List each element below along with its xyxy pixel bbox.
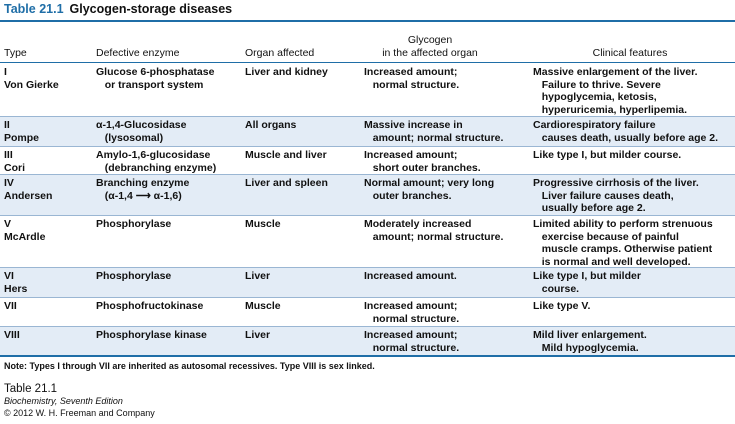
row-separator (0, 297, 735, 298)
cell-type: VII (4, 300, 17, 312)
cell-enzyme: Phosphorylase (96, 218, 172, 230)
cell-glycogen: Increased amount; short outer branches. (364, 149, 481, 174)
table-row (0, 174, 735, 215)
cell-organ: Liver and spleen (245, 177, 328, 189)
row-separator (0, 267, 735, 268)
row-separator (0, 116, 735, 117)
cell-glycogen: Normal amount; very long outer branches. (364, 177, 495, 202)
cell-organ: Liver (245, 270, 271, 282)
cell-organ: All organs (245, 119, 297, 131)
table-row (0, 146, 735, 174)
cell-clinical: Cardiorespiratory failure causes death, usually before age 2. (533, 119, 718, 144)
cell-enzyme: Amylo-1,6-glucosidase (debranching enzyme) (96, 149, 217, 174)
header-glycogen: Glycogen in the affected organ (382, 34, 478, 59)
table-row (0, 326, 735, 355)
cell-organ: Muscle and liver (245, 149, 327, 161)
footer (4, 383, 155, 419)
footer-copyright: © 2012 W. H. Freeman and Company (4, 408, 155, 418)
cell-type: II Pompe (4, 119, 40, 144)
cell-type: III Cori (4, 149, 25, 174)
cell-clinical: Like type I, but milder course. (533, 149, 682, 161)
header-clinical: Clinical features (592, 47, 668, 59)
table-title (4, 2, 232, 16)
cell-glycogen: Moderately increased amount; normal structure. (364, 218, 504, 243)
cell-glycogen: Increased amount; normal structure. (364, 66, 460, 91)
cell-clinical: Mild liver enlargement. Mild hypoglycemia. (533, 329, 647, 354)
cell-glycogen: Massive increase in amount; normal structure. (364, 119, 504, 144)
footer-book: Biochemistry, Seventh Edition (4, 396, 123, 406)
cell-organ: Muscle (245, 218, 281, 230)
cell-organ: Muscle (245, 300, 281, 312)
table-row (0, 297, 735, 326)
top-rule (0, 20, 735, 22)
table-caption: Glycogen-storage diseases (69, 2, 233, 16)
table-row (0, 267, 735, 297)
cell-clinical: Limited ability to perform strenuous exercise because of painful muscle cramps. Otherwise patient is normal and well developed. (533, 218, 713, 268)
header-enzyme: Defective enzyme (96, 47, 180, 59)
cell-clinical: Like type V. (533, 300, 591, 312)
table-row (0, 215, 735, 267)
cell-enzyme: Phosphofructokinase (96, 300, 204, 312)
table-note: Note: Types I through VII are inherited as autosomal recessives. Type VIII is sex linked. (4, 361, 375, 371)
row-separator (0, 326, 735, 327)
cell-type: I Von Gierke (4, 66, 59, 91)
cell-type: V McArdle (4, 218, 46, 243)
header-organ: Organ affected (245, 47, 315, 59)
cell-enzyme: Phosphorylase (96, 270, 172, 282)
cell-enzyme: Phosphorylase kinase (96, 329, 207, 341)
table-row (0, 63, 735, 116)
cell-clinical: Progressive cirrhosis of the liver. Liver failure causes death, usually before age 2. (533, 177, 699, 214)
bottom-rule (0, 355, 735, 357)
header-type: Type (4, 47, 27, 59)
cell-enzyme: Glucose 6-phosphatase or transport system (96, 66, 215, 91)
cell-organ: Liver (245, 329, 271, 341)
cell-clinical: Like type I, but milder course. (533, 270, 641, 295)
table-row (0, 116, 735, 146)
cell-clinical: Massive enlargement of the liver. Failure to thrive. Severe hypoglycemia, ketosis, hyperuricemia, hyperlipemia. (533, 66, 698, 116)
cell-organ: Liver and kidney (245, 66, 328, 78)
cell-type: VIII (4, 329, 20, 341)
cell-glycogen: Increased amount. (364, 270, 457, 282)
cell-glycogen: Increased amount; normal structure. (364, 329, 460, 354)
cell-type: VI Hers (4, 270, 28, 295)
row-separator (0, 215, 735, 216)
cell-enzyme: α-1,4-Glucosidase (lysosomal) (96, 119, 187, 144)
row-separator (0, 174, 735, 175)
cell-enzyme: Branching enzyme (α-1,4 ⟶ α-1,6) (96, 177, 190, 202)
cell-type: IV Andersen (4, 177, 53, 202)
table-number: Table 21.1 (4, 2, 64, 16)
cell-glycogen: Increased amount; normal structure. (364, 300, 460, 325)
row-separator (0, 146, 735, 147)
footer-label: Table 21.1 (4, 383, 58, 395)
